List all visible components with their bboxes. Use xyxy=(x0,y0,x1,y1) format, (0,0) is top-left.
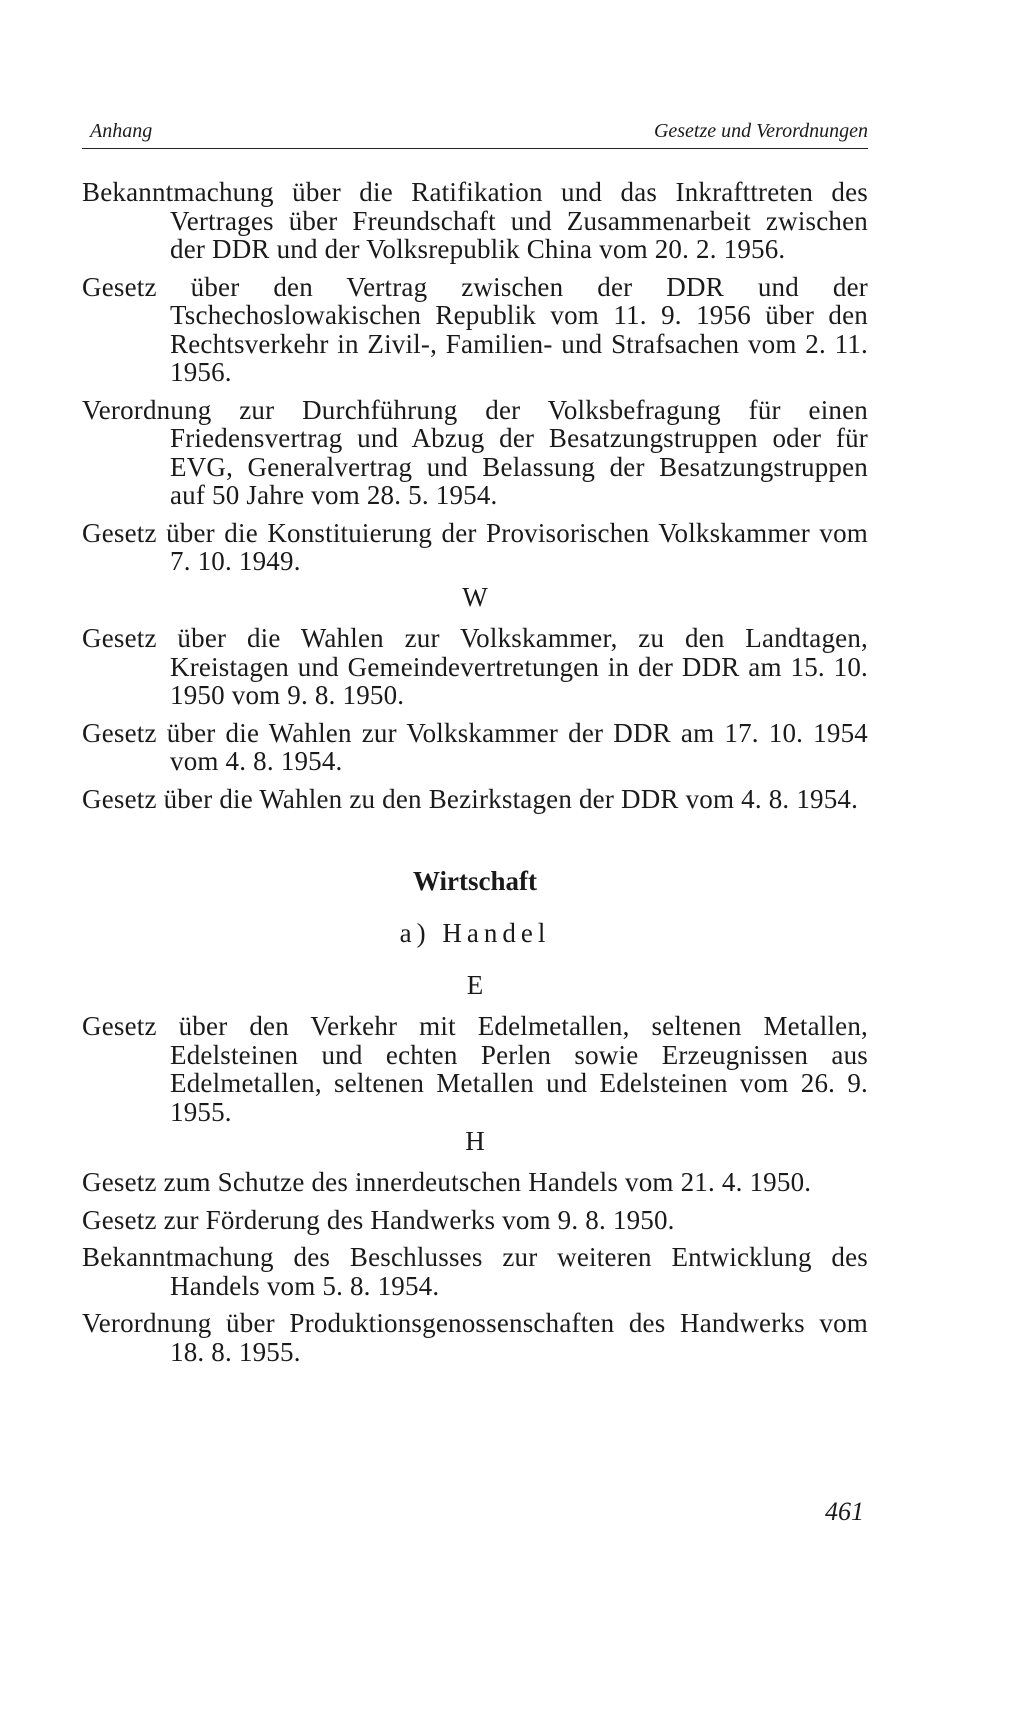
letter-heading-w xyxy=(82,582,868,612)
entry-vertrag-tschechoslowakei: Gesetz über den Vertrag zwischen der DDR und der Tschechoslowakischen Republik vom 11. 9. 1956 über den Rechtsverkehr in Zivil-, Familien- und Strafsachen vom 2. 11. 1956. xyxy=(82,271,868,387)
running-head-right: Gesetze und Verordnungen xyxy=(653,120,868,142)
book-page xyxy=(82,0,868,1735)
entries-group-e xyxy=(82,1012,868,1135)
running-head-left: Anhang xyxy=(90,120,153,142)
index-letter: H xyxy=(465,1126,485,1156)
letter-heading-e xyxy=(82,970,868,1000)
entries-group-1 xyxy=(82,178,868,585)
index-letter: W xyxy=(462,582,488,612)
page-number: 461 xyxy=(825,1497,864,1526)
section-heading: Wirtschaft xyxy=(413,866,537,896)
entry-provisorische-volkskammer: Gesetz über die Konstituierung der Provisorischen Volkskammer vom 7. 10. 1949. xyxy=(82,517,868,576)
index-letter: E xyxy=(466,970,484,1000)
entry-foerderung-handwerk: Gesetz zur Förderung des Handwerks vom 9. 8. 1950. xyxy=(82,1204,675,1235)
entry-produktionsgenossenschaften: Verordnung über Produktionsgenossenschaften des Handwerks vom 18. 8. 1955. xyxy=(82,1308,868,1367)
entry-volksbefragung: Verordnung zur Durchführung der Volksbefragung für einen Friedensvertrag und Abzug der Besatzungstruppen oder für EVG, Generalvertrag und Belassung der Besatzungstruppen auf 50 Jahre vom 28. 5. 1954. xyxy=(82,394,868,510)
entry-entwicklung-handel: Bekanntmachung des Beschlusses zur weiteren Entwicklung des Handels vom 5. 8. 1954. xyxy=(82,1242,868,1301)
running-head xyxy=(82,118,868,149)
entry-wahlen-1950: Gesetz über die Wahlen zur Volkskammer, zu den Landtagen, Kreistagen und Gemeindevertretungen in der DDR am 15. 10. 1950 vom 9. 8. 1950. xyxy=(82,623,868,710)
entries-group-w xyxy=(82,624,868,822)
entry-wahlen-bezirkstage: Gesetz über die Wahlen zu den Bezirkstagen der DDR vom 4. 8. 1954. xyxy=(82,783,859,814)
entry-wahlen-1954: Gesetz über die Wahlen zur Volkskammer der DDR am 17. 10. 1954 vom 4. 8. 1954. xyxy=(82,717,868,776)
sub-heading-block xyxy=(82,918,868,949)
sub-heading: a) Handel xyxy=(399,918,551,948)
entry-edelmetalle: Gesetz über den Verkehr mit Edelmetallen, seltenen Metallen, Edelsteinen und echten Perlen sowie Erzeugnissen aus Edelmetallen, seltenen Metallen und Edelsteinen vom 26. 9. 1955. xyxy=(82,1011,868,1127)
entry-schutz-handel: Gesetz zum Schutze des innerdeutschen Handels vom 21. 4. 1950. xyxy=(82,1167,812,1197)
entry-ratifikation-china: Bekanntmachung über die Ratifikation und das Inkrafttreten des Vertrages über Freundschaft und Zusammenarbeit zwischen der DDR und der Volksrepublik China vom 20. 2. 1956. xyxy=(82,177,868,264)
section-heading-block xyxy=(82,866,868,897)
entries-group-h xyxy=(82,1168,868,1375)
letter-heading-h xyxy=(82,1126,868,1156)
